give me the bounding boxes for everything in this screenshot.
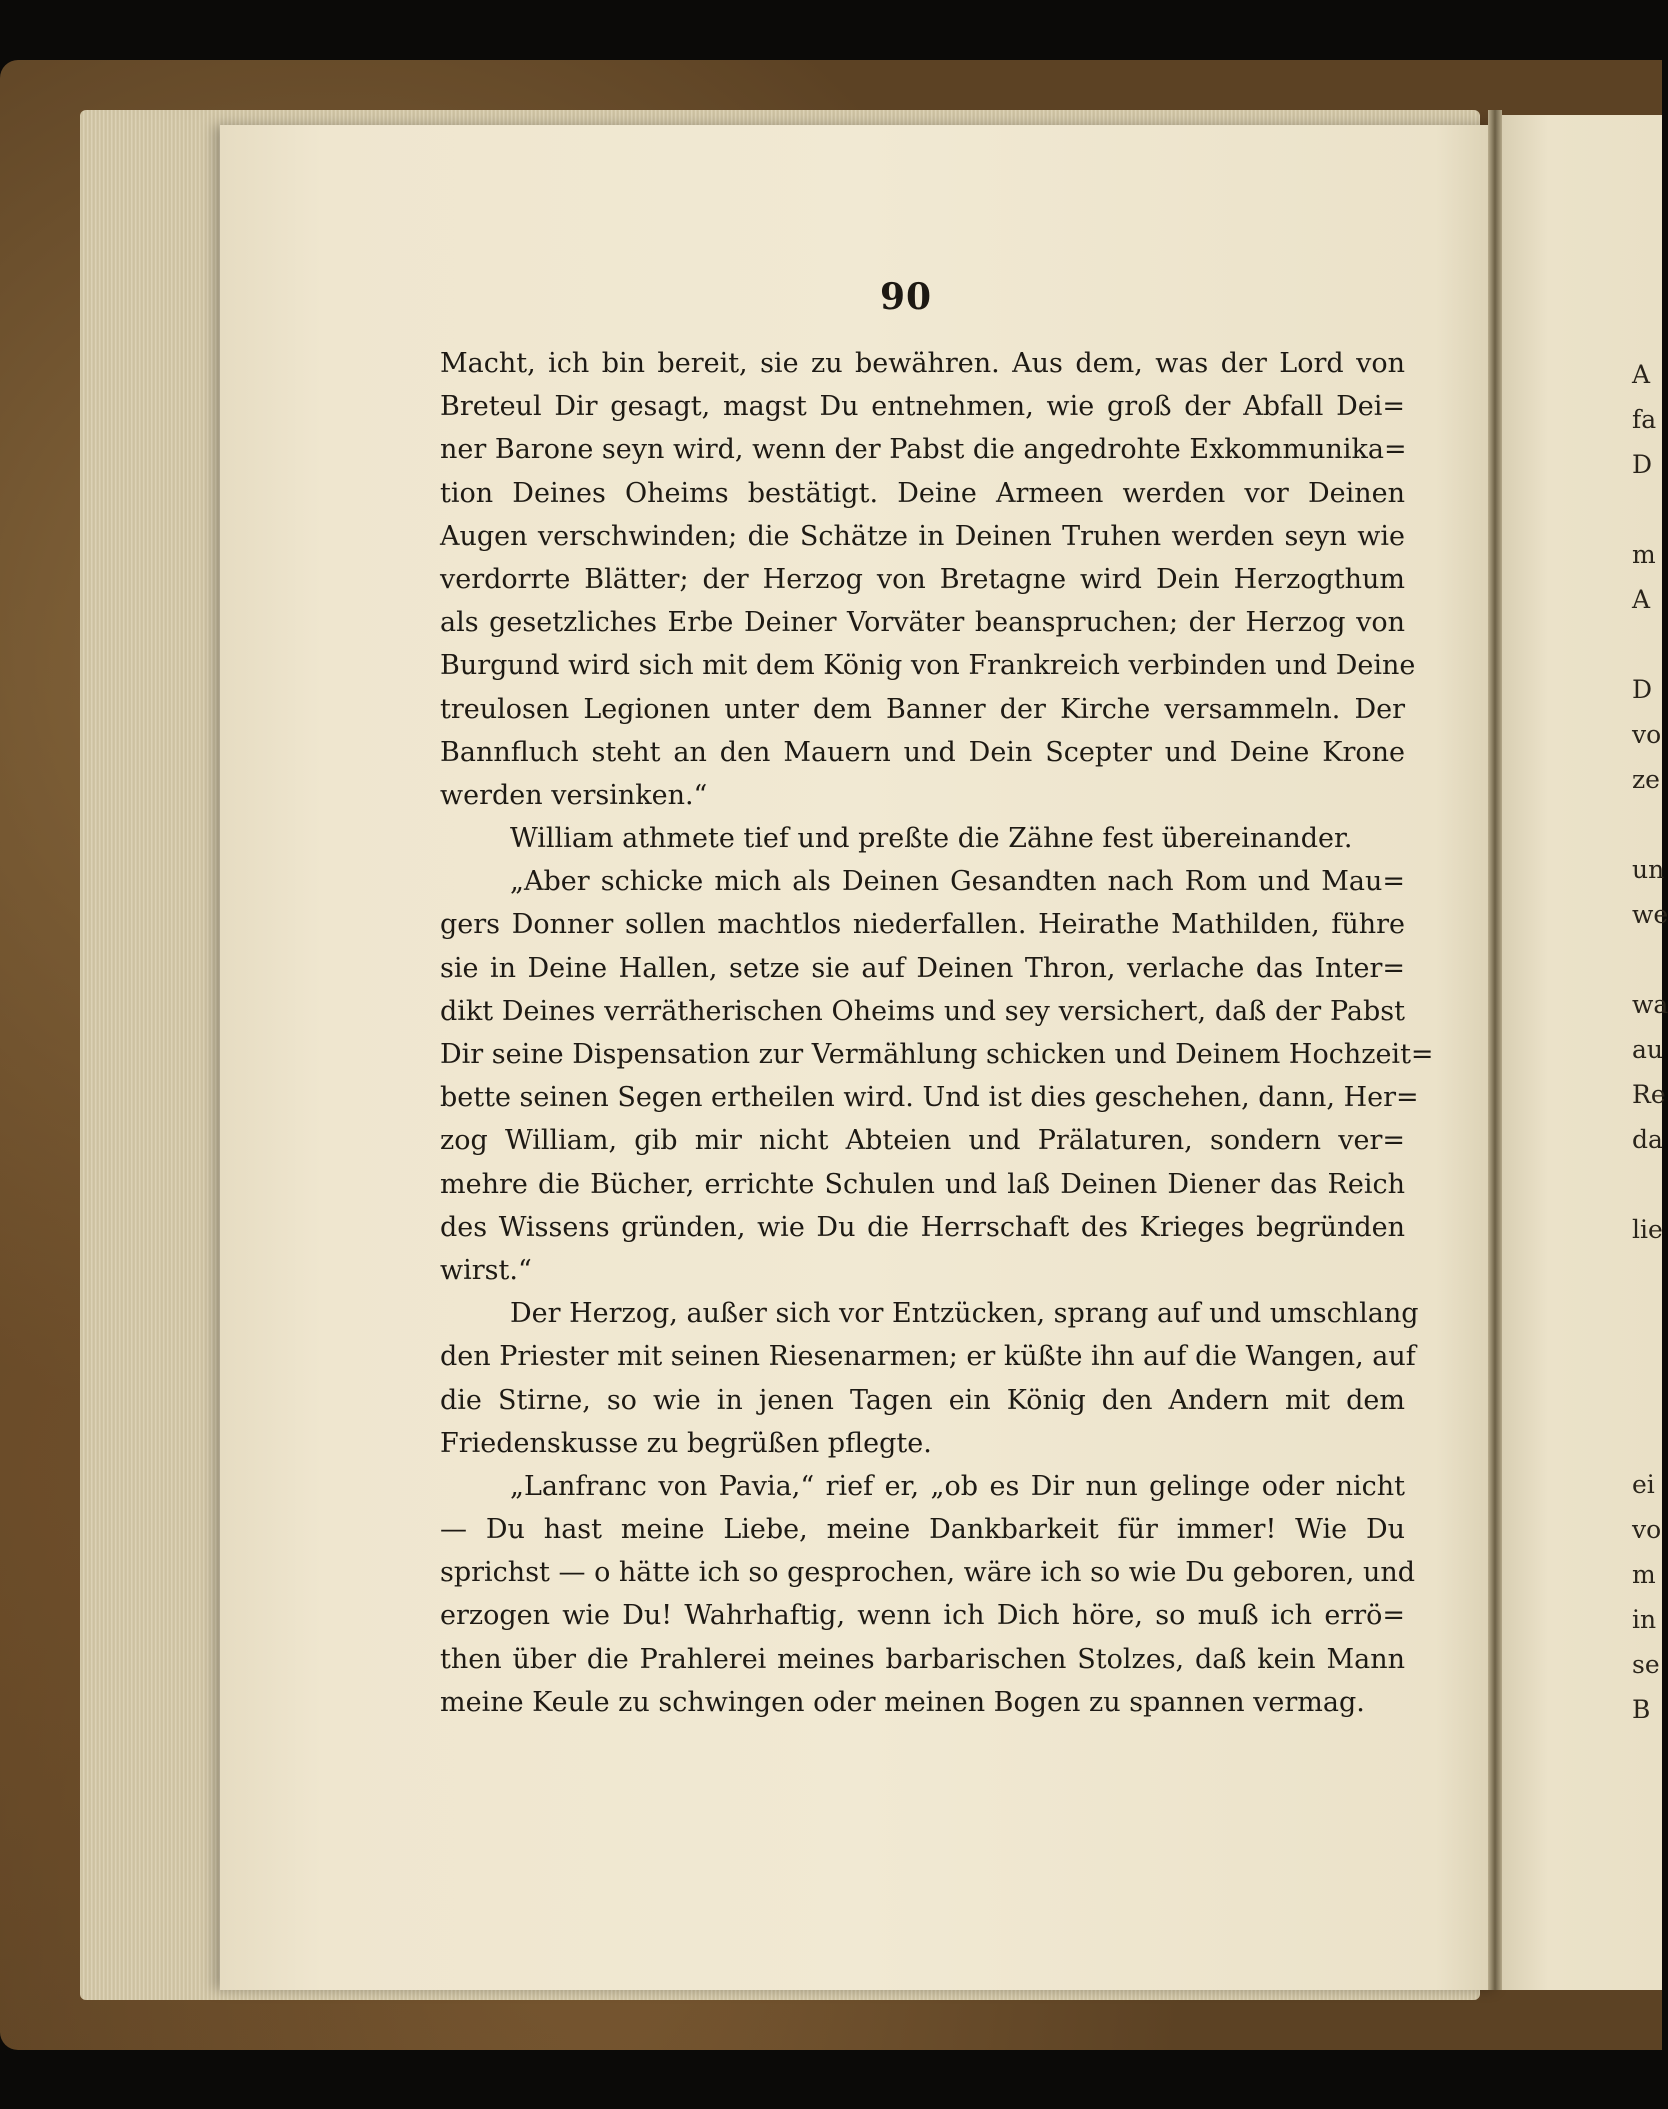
text-line: Der Herzog, außer sich vor Entzücken, sprang auf und umschlang xyxy=(510,1298,1419,1330)
text-line: dikt Deines verrätherischen Oheims und sey versichert, daß der Pabst xyxy=(440,995,1405,1027)
text-line: then über die Prahlerei meines barbarischen Stolzes, daß kein Mann xyxy=(440,1643,1405,1675)
next-page-fragment: we xyxy=(1632,900,1668,929)
body-text xyxy=(440,342,1434,1724)
text-line: werden versinken.“ xyxy=(440,779,708,811)
text-line: bette seinen Segen ertheilen wird. Und ist dies geschehen, dann, Her= xyxy=(440,1082,1419,1114)
book-gutter xyxy=(1488,110,1502,1990)
next-page-fragment: un xyxy=(1632,855,1665,884)
next-page-fragment: fa xyxy=(1632,405,1657,434)
text-line: — Du hast meine Liebe, meine Dankbarkeit für immer! Wie Du xyxy=(440,1514,1405,1546)
text-line: als gesetzliches Erbe Deiner Vorväter beanspruchen; der Herzog von xyxy=(440,607,1405,639)
text-line: gers Donner sollen machtlos niederfallen. Heirathe Mathilden, führe xyxy=(440,909,1405,941)
next-page-fragment: ze xyxy=(1632,765,1660,794)
text-line: des Wissens gründen, wie Du die Herrschaft des Krieges begründen xyxy=(440,1211,1405,1243)
next-page-fragment: m xyxy=(1632,1560,1656,1589)
text-line: sie in Deine Hallen, setze sie auf Deinen Thron, verlache das Inter= xyxy=(440,952,1405,984)
text-line: meine Keule zu schwingen oder meinen Bogen zu spannen vermag. xyxy=(440,1686,1365,1718)
next-page-fragment: D xyxy=(1632,675,1653,704)
text-line: Dir seine Dispensation zur Vermählung schicken und Deinem Hochzeit= xyxy=(440,1039,1434,1070)
text-line: die Stirne, so wie in jenen Tagen ein König den Andern mit dem xyxy=(440,1384,1405,1416)
text-line: mehre die Bücher, errichte Schulen und laß Deinen Diener das Reich xyxy=(440,1168,1405,1200)
text-line: den Priester mit seinen Riesenarmen; er küßte ihn auf die Wangen, auf xyxy=(440,1341,1416,1373)
next-page-fragment: lie xyxy=(1632,1215,1663,1244)
text-line: tion Deines Oheims bestätigt. Deine Armeen werden vor Deinen xyxy=(440,477,1405,509)
page-number: 90 xyxy=(880,276,933,318)
text-line: erzogen wie Du! Wahrhaftig, wenn ich Dich höre, so muß ich errö= xyxy=(440,1600,1405,1632)
text-line: Augen verschwinden; die Schätze in Deinen Truhen werden seyn wie xyxy=(440,520,1405,552)
next-page-fragment: A xyxy=(1632,360,1651,389)
next-page-fragment: B xyxy=(1632,1695,1651,1724)
text-line: treulosen Legionen unter dem Banner der Kirche versammeln. Der xyxy=(440,693,1405,725)
text-line: William athmete tief und preßte die Zähne fest übereinander. xyxy=(510,823,1353,855)
text-line: ner Barone seyn wird, wenn der Pabst die angedrohte Exkommunika= xyxy=(440,434,1407,466)
text-line: „Aber schicke mich als Deinen Gesandten nach Rom und Mau= xyxy=(510,866,1405,898)
text-line: verdorrte Blätter; der Herzog von Bretagne wird Dein Herzogthum xyxy=(440,563,1405,595)
next-page-fragment: se xyxy=(1632,1650,1660,1679)
next-page-fragment: au xyxy=(1632,1035,1664,1064)
text-line: Macht, ich bin bereit, sie zu bewähren. Aus dem, was der Lord von xyxy=(440,348,1405,379)
text-line: zog William, gib mir nicht Abteien und Prälaturen, sondern ver= xyxy=(440,1125,1405,1157)
next-page-fragment: wa xyxy=(1632,990,1668,1019)
text-line: sprichst — o hätte ich so gesprochen, wäre ich so wie Du geboren, und xyxy=(440,1557,1416,1589)
next-page-fragment: vo xyxy=(1632,1515,1662,1544)
text-line: Friedenskusse zu begrüßen pflegte. xyxy=(440,1427,932,1459)
next-page-fragment: A xyxy=(1632,585,1651,614)
next-page-fragment: ei xyxy=(1632,1470,1655,1499)
text-line: Burgund wird sich mit dem König von Frankreich verbinden und Deine xyxy=(440,650,1416,682)
text-line: Breteul Dir gesagt, magst Du entnehmen, wie groß der Abfall Dei= xyxy=(440,391,1405,423)
next-page-fragment: Re xyxy=(1632,1080,1666,1109)
next-page-fragment: in xyxy=(1632,1605,1657,1634)
next-page-fragment: m xyxy=(1632,540,1656,569)
text-line: wirst.“ xyxy=(440,1254,532,1286)
next-page-fragment: D xyxy=(1632,450,1653,479)
text-line: „Lanfranc von Pavia,“ rief er, „ob es Dir nun gelinge oder nicht xyxy=(510,1470,1405,1502)
text-line: Bannfluch steht an den Mauern und Dein Scepter und Deine Krone xyxy=(440,736,1405,768)
next-page-fragment: da xyxy=(1632,1125,1663,1154)
next-page-fragment: vo xyxy=(1632,720,1662,749)
